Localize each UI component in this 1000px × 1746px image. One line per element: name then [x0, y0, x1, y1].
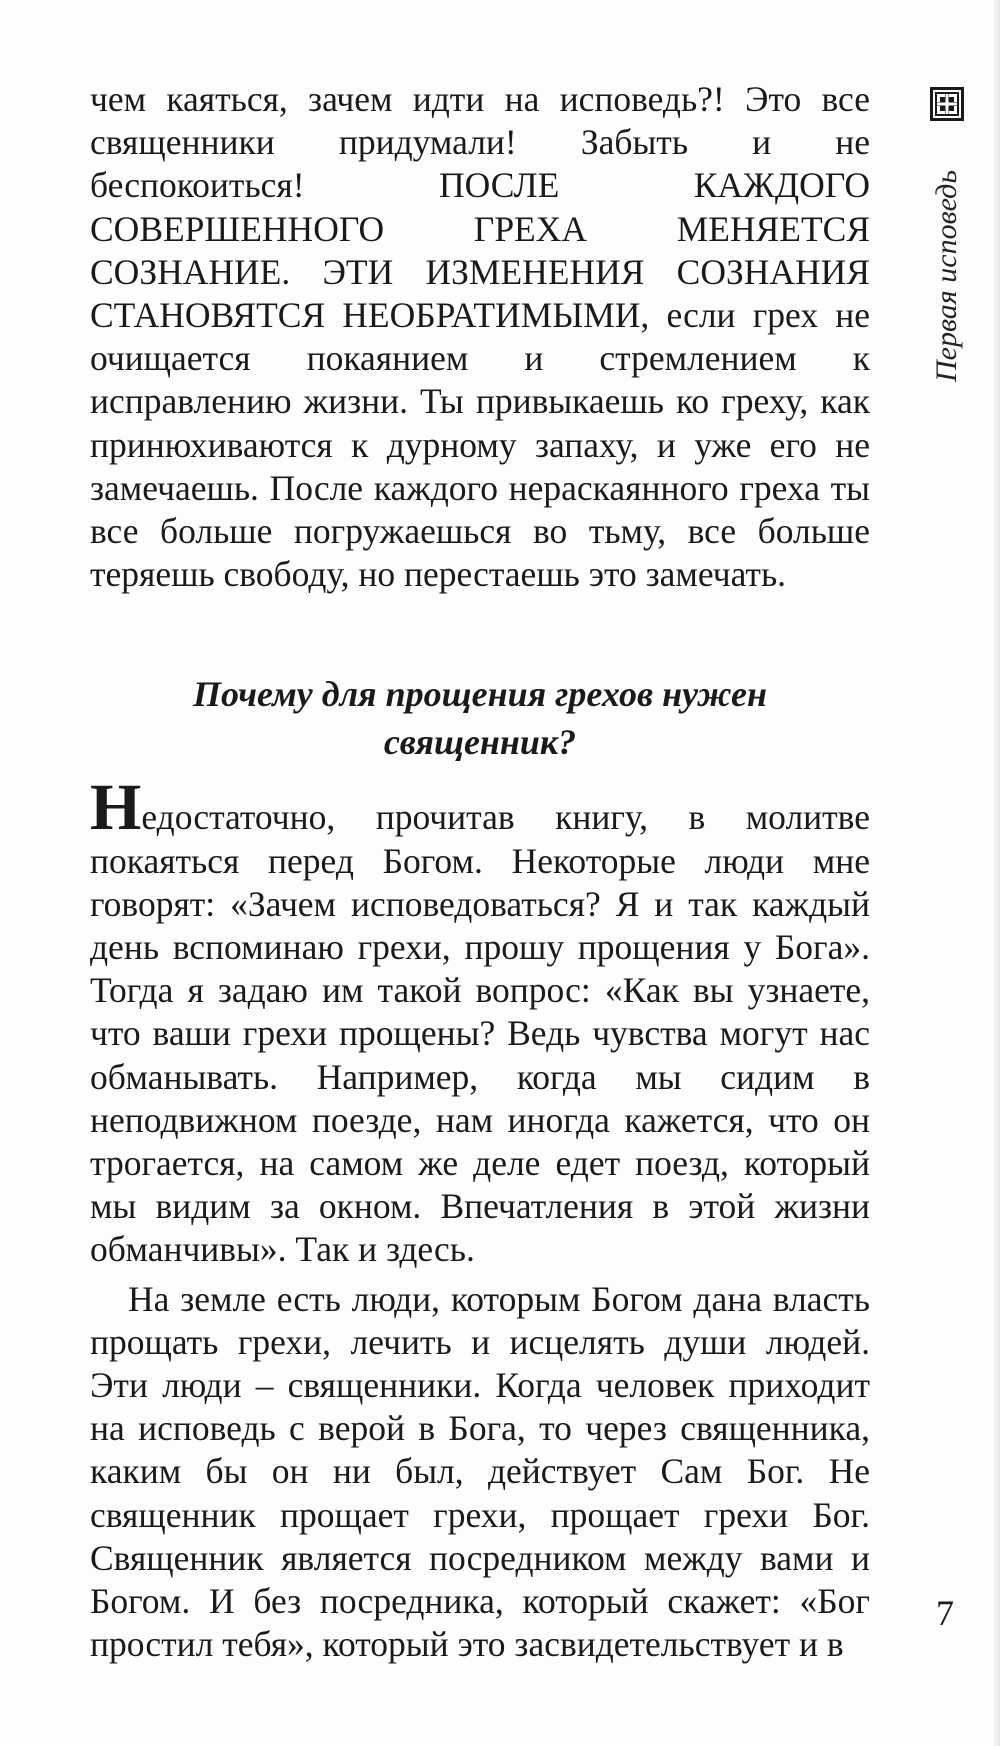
paragraph-priests: На земле есть люди, которым Богом дана власть прощать грехи, лечить и исцелять души людей. Эти люди – священники. Когда человек приходит на исповедь с верой в Бога, то через священника, каким бы он ни был, действует Сам Бог. Не священник прощает грехи, прощает грехи Бог. Священник является посредником между вами и Богом. И без посредника, который скажет: «Бог простил тебя», который это засвидетельствует и в — [90, 1278, 870, 1665]
paragraph-dropcap: Недостаточно, прочитав книгу, в молитве покаяться перед Богом. Некоторые люди мне говорят: «Зачем исповедоваться? Я и так каждый день вспоминаю грехи, прошу прощения у Бога». Тогда я задаю им такой вопрос: «Как вы узнаете, что ваши грехи прощены? Ведь чувства могут нас обманывать. Например, когда мы сидим в неподвижном поезде, нам иногда кажется, что он трогается, на самом же деле едет поезд, который мы видим за окном. Впечатления в этой жизни обманчивы». Так и здесь. — [90, 771, 870, 1270]
paragraph-continued: чем каяться, зачем идти на исповедь?! Это все священники придумали! Забыть и не беспокоиться! ПОСЛЕ КАЖДОГО СОВЕРШЕННОГО ГРЕХА МЕНЯЕТСЯ СОЗНАНИЕ. ЭТИ ИЗМЕНЕНИЯ СОЗНАНИЯ СТАНОВЯТСЯ НЕОБРАТИМЫМИ, если грех не очищается покаянием и стремлением к исправлению жизни. Ты привыкаешь ко греху, как принюхиваются к дурному запаху, и уже его не замечаешь. После каждого нераскаянного греха ты все больше погружаешься во тьму, все больше теряешь свободу, но перестаешь это замечать. — [90, 79, 870, 595]
ornament-icon — [929, 86, 965, 122]
page-edge — [994, 0, 1000, 1746]
page-body — [90, 78, 870, 1667]
page-number: 7 — [936, 1593, 954, 1633]
section-heading: Почему для прощения грехов нужен священник? — [193, 674, 767, 763]
running-head: Первая исповедь — [930, 170, 963, 382]
